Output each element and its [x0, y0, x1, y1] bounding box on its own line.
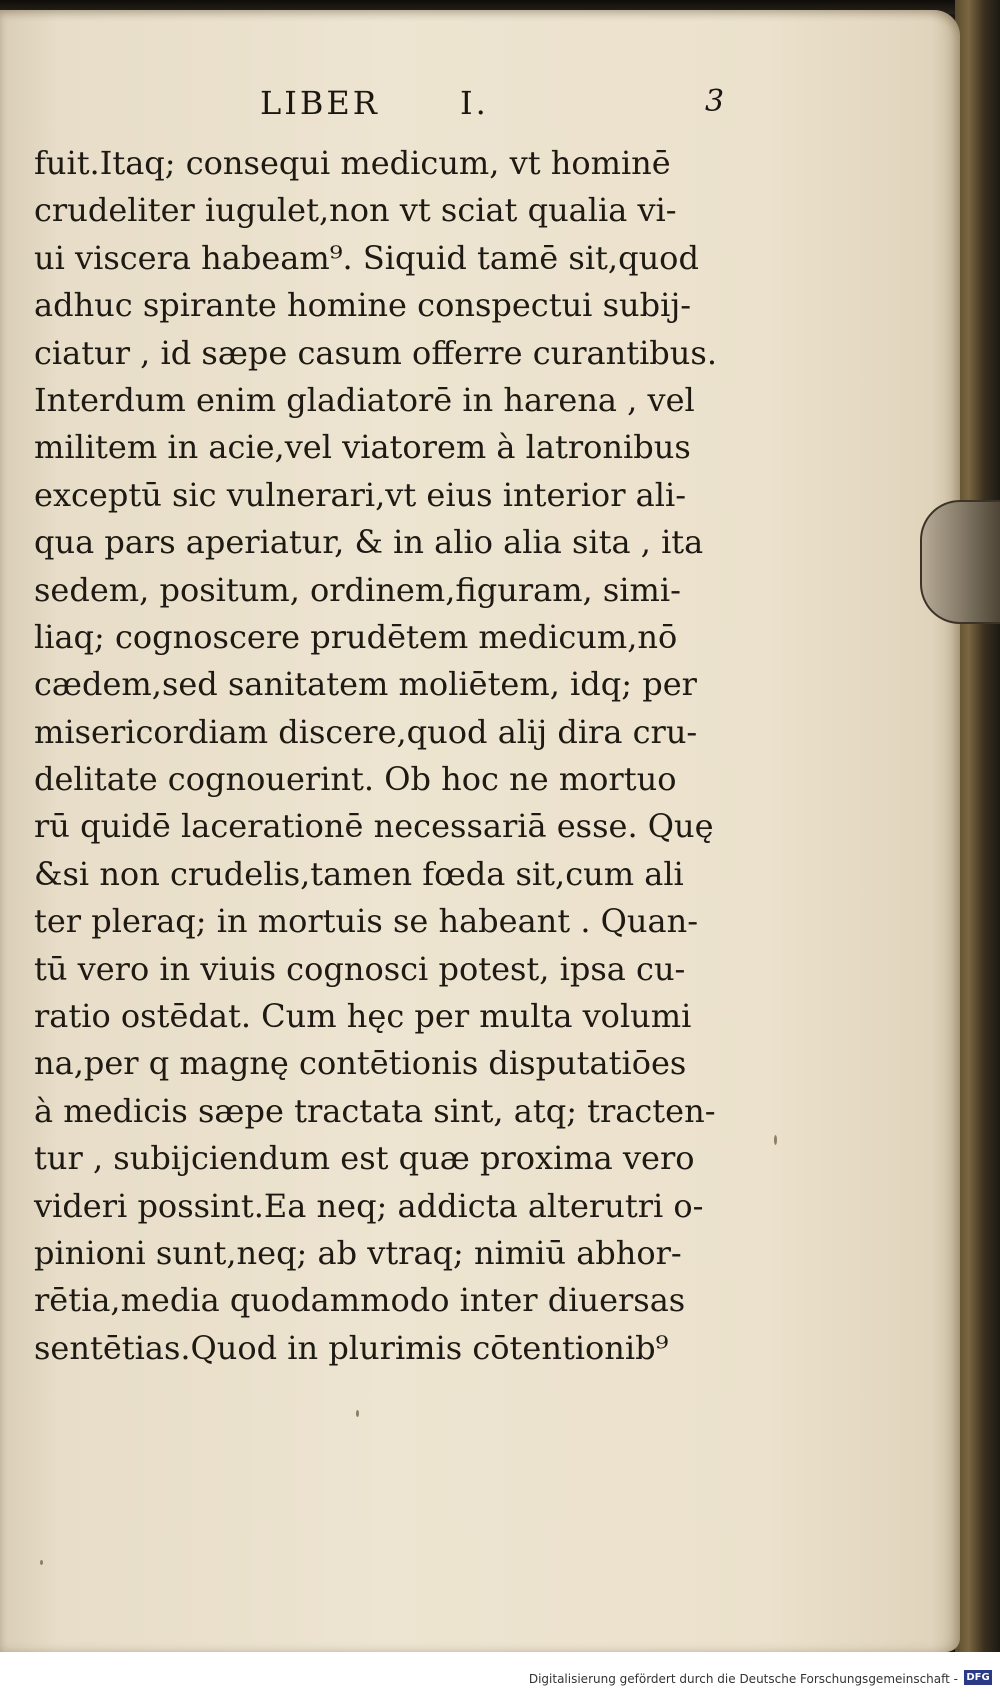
paper-speck [356, 1410, 359, 1417]
dfg-logo: DFG [964, 1670, 992, 1685]
text-line: tū vero in viuis cognosci potest, ipsa cu- [34, 949, 686, 988]
text-line: ui viscera habeam⁹. Siquid tamē sit,quod [34, 238, 699, 277]
text-line: delitate cognouerint. Ob hoc ne mortuo [34, 760, 677, 799]
text-line: liaq; cognoscere prudētem medicum,nō [34, 617, 678, 656]
text-line: videri possint.Ea neq; addicta alterutri o- [34, 1186, 704, 1225]
text-line: sentētias.Quod in plurimis cōtentionib⁹ [34, 1328, 669, 1367]
page-clip [920, 500, 1000, 624]
text-line: militem in acie,vel viatorem à latronibus [34, 428, 691, 467]
text-line: ciatur , id sæpe casum offerre curantibus. [34, 333, 717, 372]
text-line: ter pleraq; in mortuis se habeant . Quan- [34, 902, 698, 941]
book-number: I. [460, 84, 489, 122]
text-line: tur , subijciendum est quæ proxima vero [34, 1139, 695, 1178]
text-line: exceptū sic vulnerari,vt eius interior ali- [34, 475, 687, 514]
digitization-credit: Digitalisierung gefördert durch die Deutsche Forschungsgemeinschaft - [528, 1672, 958, 1686]
text-line: crudeliter iugulet,non vt sciat qualia vi- [34, 191, 677, 230]
text-line: Interdum enim gladiatorē in harena , vel [34, 380, 695, 419]
running-title: LIBER [260, 84, 380, 122]
text-line: adhuc spirante homine conspectui subij- [34, 286, 692, 325]
text-line: misericordiam discere,quod alij dira cru- [34, 712, 698, 751]
folio-number: 3 [705, 84, 725, 119]
text-line: pinioni sunt,neq; ab vtraq; nimiū abhor- [34, 1233, 682, 1272]
paper-speck [774, 1135, 777, 1145]
text-line: à medicis sæpe tractata sint, atq; tracten- [34, 1091, 716, 1130]
text-line: rētia,media quodammodo inter diuersas [34, 1281, 686, 1320]
text-line: fuit.Itaq; consequi medicum, vt hominē [34, 144, 671, 182]
paper-speck [40, 1560, 43, 1565]
text-line: sedem, positum, ordinem,figuram, simi- [34, 570, 681, 609]
text-line: rū quidē lacerationē necessariā esse. Quę [34, 807, 714, 846]
body-text [34, 140, 754, 1372]
text-line: cædem,sed sanitatem moliētem, idq; per [34, 665, 697, 704]
text-line: qua pars aperiatur, & in alio alia sita , ita [34, 523, 704, 562]
text-line: na,per q magnę contētionis disputatiōes [34, 1044, 687, 1083]
book-board [955, 0, 1000, 1652]
text-line: &si non crudelis,tamen fœda sit,cum ali [34, 854, 684, 893]
text-line: ratio ostēdat. Cum hęc per multa volumi [34, 997, 692, 1036]
